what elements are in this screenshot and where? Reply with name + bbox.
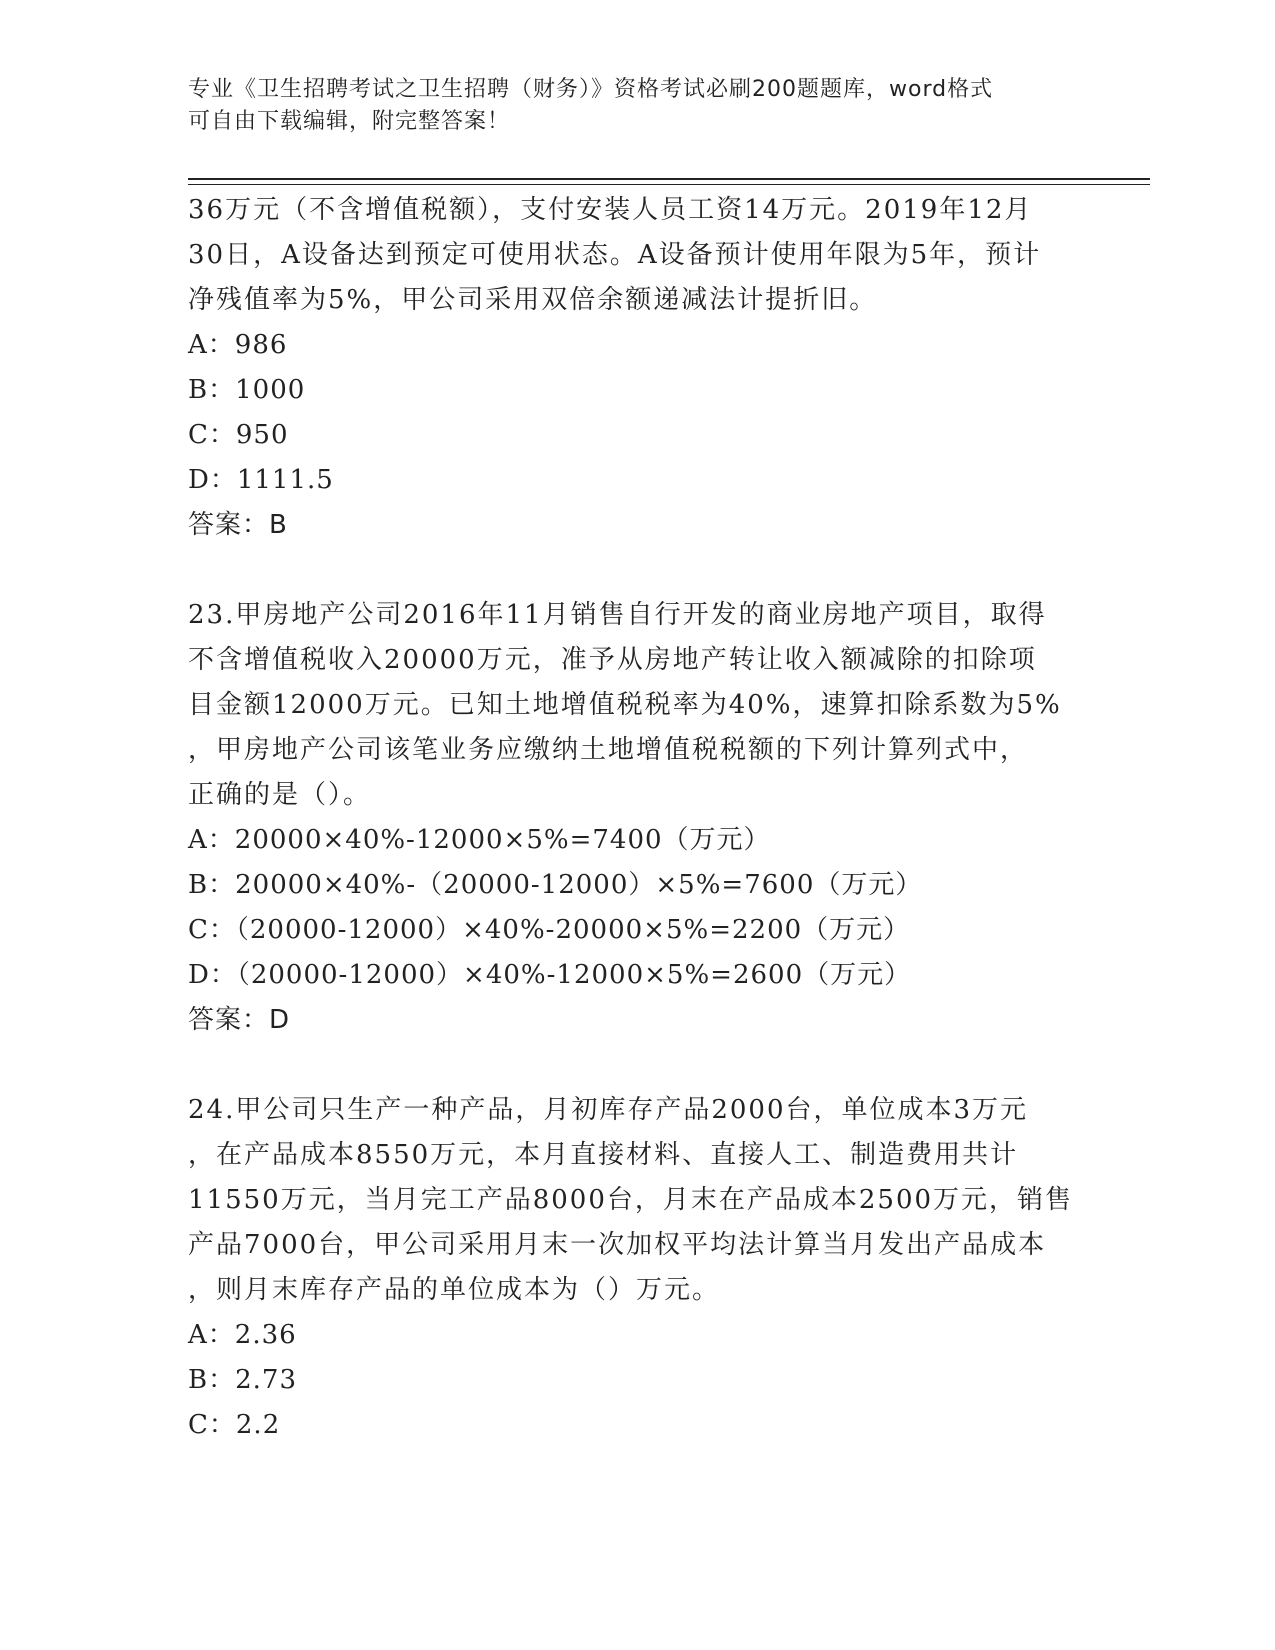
question-text-line: ，则月末库存产品的单位成本为（）万元。 — [188, 1275, 721, 1305]
question-text-line: 正确的是（）。 — [188, 780, 372, 810]
question-text-line: 23.甲房地产公司2016年11月销售自行开发的商业房地产项目，取得 — [188, 600, 1047, 630]
answer: 答案：B — [188, 510, 288, 540]
header-divider-thin — [188, 184, 1150, 185]
option-d: D：（20000-12000）×40%-12000×5%=2600（万元） — [188, 960, 912, 990]
header-line-2: 可自由下载编辑，附完整答案！ — [188, 109, 511, 134]
question-24 — [188, 1088, 1088, 1448]
header-line-1: 专业《卫生招聘考试之卫生招聘（财务）》资格考试必刷200题题库，word格式 — [188, 77, 994, 102]
question-text-line: ，甲房地产公司该笔业务应缴纳土地增值税税额的下列计算列式中， — [188, 735, 1029, 765]
option-b: B：1000 — [188, 375, 306, 405]
option-b: B：2.73 — [188, 1365, 297, 1395]
question-text-line: 产品7000台，甲公司采用月末一次加权平均法计算当月发出产品成本 — [188, 1230, 1047, 1260]
option-c: C：2.2 — [188, 1410, 281, 1440]
question-text-line: 不含增值税收入20000万元，准予从房地产转让收入额减除的扣除项 — [188, 645, 1037, 675]
spacer — [188, 548, 1088, 593]
option-d: D：1111.5 — [188, 465, 334, 495]
option-a: A：986 — [188, 330, 288, 360]
question-text-line: 目金额12000万元。已知土地增值税税率为40%，速算扣除系数为5% — [188, 690, 1062, 720]
option-a: A：20000×40%-12000×5%=7400（万元） — [188, 825, 771, 855]
option-c: C：950 — [188, 420, 289, 450]
question-content — [188, 188, 1088, 1448]
answer: 答案：D — [188, 1005, 291, 1035]
option-c: C：（20000-12000）×40%-20000×5%=2200（万元） — [188, 915, 911, 945]
header-divider-thick — [188, 178, 1150, 180]
option-b: B：20000×40%-（20000-12000）×5%=7600（万元） — [188, 870, 923, 900]
question-text-line: ，在产品成本8550万元，本月直接材料、直接人工、制造费用共计 — [188, 1140, 1019, 1170]
question-text-line: 30日，A设备达到预定可使用状态。A设备预计使用年限为5年，预计 — [188, 240, 1042, 270]
spacer — [188, 1043, 1088, 1088]
question-text-line: 24.甲公司只生产一种产品，月初库存产品2000台，单位成本3万元 — [188, 1095, 1029, 1125]
question-23 — [188, 593, 1088, 1043]
question-text-line: 11550万元，当月完工产品8000台，月末在产品成本2500万元，销售 — [188, 1185, 1074, 1215]
document-header — [188, 74, 1068, 138]
question-text-line: 净残值率为5%，甲公司采用双倍余额递减法计提折旧。 — [188, 285, 878, 315]
question-text-line: 36万元（不含增值税额），支付安装人员工资14万元。2019年12月 — [188, 195, 1033, 225]
option-a: A：2.36 — [188, 1320, 297, 1350]
question-22 — [188, 188, 1088, 548]
